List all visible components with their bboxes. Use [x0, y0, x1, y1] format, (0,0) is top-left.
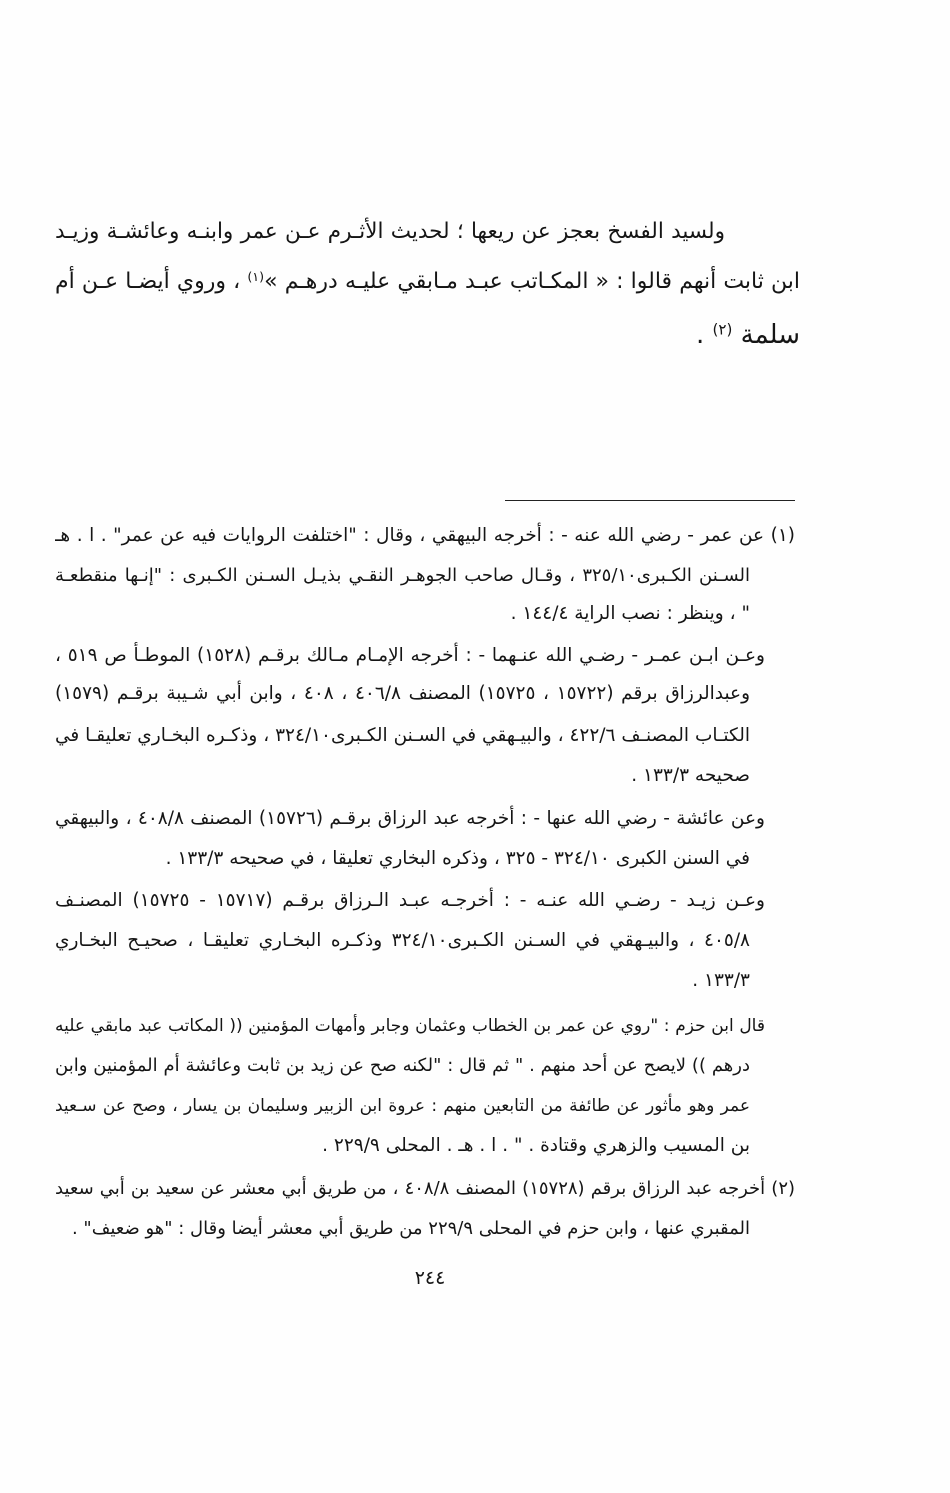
footnote-line [55, 640, 765, 672]
line-text: السـنن الكـبرى٣٢٥/١٠ ، وقـال صاحب الجوهـر النقـي بذيـل السـنن الكـبرى : "إنـها منقطعـة [55, 565, 750, 586]
line-text: وعن عائشة - رضي الله عنها - : أخرجه عبد الرزاق برقـم (١٥٧٢٦) المصنف ٤٠٨/٨ ، والبيهقي [55, 808, 765, 829]
line-text: (١) عن عمر - رضي الله عنه - : أخرجه البيهقي ، وقال : "اختلفت الروايات فيه عن عمر" . ا . هـ [55, 525, 795, 546]
line-text: وعـن ابـن عمـر - رضـي الله عنـهما - : أخرجه الإمـام مـالك برقـم (١٥٢٨) الموطـأ ص ٥١٩ ، [55, 645, 765, 666]
footnote-line [55, 1213, 750, 1245]
footnote-line [55, 1050, 750, 1082]
footnote-line [55, 598, 750, 630]
line-text: الكتـاب المصنـف ٤٢٢/٦ ، والبيـهقي في السـنن الكـبرى٣٢٤/١٠ ، وذكـره البخـاري تعليقـا في [55, 725, 750, 746]
footnote-line [55, 925, 750, 957]
line-text-part: ، وروي أيضـا عـن أم [55, 269, 248, 294]
footnote-line [55, 885, 765, 917]
line-text: ٤٠٥/٨ ، والبيـهقي في السـنن الكـبرى٣٢٤/١٠ وذكـره البخـاري تعليقـا ، صحيـح البخـاري [55, 930, 750, 951]
footnote-line [55, 760, 750, 792]
footnote-line [55, 1010, 765, 1042]
line-text: قال ابن حزم : "روي عن عمر بن الخطاب وعثمان وجابر وأمهات المؤمنين (( المكاتب عبد مابقي عليه [55, 1016, 765, 1036]
line-text-part: . [695, 320, 713, 350]
line-text: (٢) أخرجه عبد الرزاق برقم (١٥٧٢٨) المصنف ٤٠٨/٨ ، من طريق أبي معشر عن سعيد بن أبي سعيد [55, 1178, 795, 1199]
line-text: ولسيد الفسخ بعجز عن ريعها ؛ لحديث الأثـرم عـن عمر وابنـه وعائشـة وزيـد [55, 219, 725, 244]
footnote-line [55, 560, 750, 592]
line-text: درهم )) لايصح عن أحد منهم . " ثم قال : "لكنه صح عن زيد بن ثابت وعائشة أم المؤمنين وابن [55, 1055, 750, 1076]
line-text: ١٣٣/٣ . [692, 970, 750, 991]
main-text-line-1 [55, 210, 725, 254]
line-text: في السنن الكبرى ٣٢٤/١٠ - ٣٢٥ ، وذكره البخاري تعليقا ، في صحيحه ١٣٣/٣ . [165, 848, 750, 869]
line-text: وعبدالرزاق برقم (١٥٧٢٢ ، ١٥٧٢٥) المصنف ٤٠٦/٨ ، ٤٠٨ ، وابن أبي شـيبة برقـم (١٥٧٩) [55, 683, 750, 704]
line-text-part: ابن ثابت أنهم قالوا : « المكـاتب عبـد مـابقي عليـه درهـم » [264, 269, 800, 294]
footnote-separator [505, 500, 795, 501]
line-text: صحيحه ١٣٣/٣ . [631, 765, 750, 786]
line-text: بن المسيب والزهري وقتادة . " . ا . هـ . المحلى ٢٢٩/٩ . [322, 1135, 750, 1156]
footnote-line [55, 678, 750, 710]
footnote-line [55, 1173, 795, 1205]
line-text: " ، وينظر : نصب الراية ١٤٤/٤ . [510, 603, 750, 624]
footnote-line [55, 803, 765, 835]
line-text: المقبري عنها ، وابن حزم في المحلى ٢٢٩/٩ من طريق أبي معشر أيضا وقال : "هو ضعيف" . [71, 1218, 750, 1239]
page-number: ٢٤٤ [414, 1267, 446, 1289]
footnote-line [55, 1090, 750, 1122]
footnote-line [55, 843, 750, 875]
line-text [696, 313, 800, 357]
footnote-line [55, 720, 750, 752]
footnote-ref-1: (١) [247, 269, 265, 285]
footnote-line [55, 965, 750, 997]
line-text: عمر وهو مأثور عن طائفة من التابعين منهم : عروة ابن الزبير وسليمان بن يسار ، وصح عن سـعيد [55, 1096, 750, 1116]
footnote-ref-2: (٢) [712, 320, 733, 339]
footnote-line [55, 520, 795, 552]
line-text-part: سلمة [732, 320, 800, 350]
line-text [55, 260, 800, 304]
footnote-line [55, 1130, 750, 1162]
main-text-line-2 [55, 260, 800, 304]
main-text-line-3 [55, 313, 800, 357]
line-text: وعـن زيـد - رضـي الله عنـه - : أخرجـه عبـد الـرزاق برقـم (١٥٧١٧ - ١٥٧٢٥) المصنـف [55, 890, 765, 911]
